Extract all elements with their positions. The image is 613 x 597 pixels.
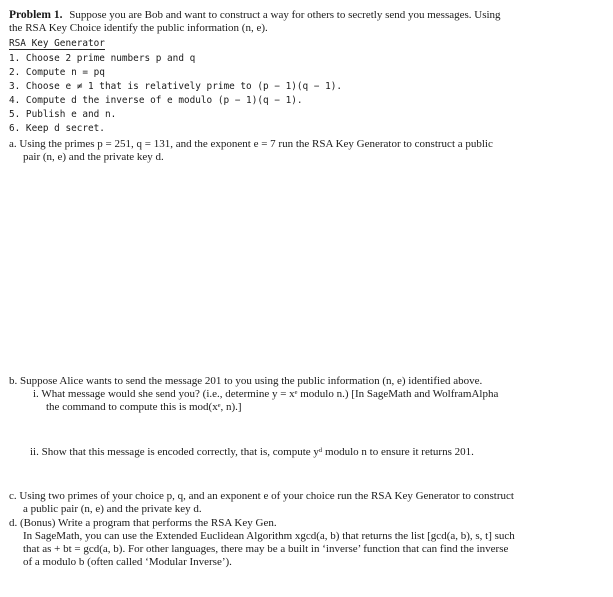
- part-a-line-2: pair (n, e) and the private key d.: [23, 151, 164, 163]
- keygen-step-3: 3. Choose e ≠ 1 that is relatively prime to (p − 1)(q − 1).: [9, 81, 343, 92]
- keygen-step-2: 2. Compute n = pq: [9, 67, 105, 78]
- part-a-line-1: a. Using the primes p = 251, q = 131, and the exponent e = 7 run the RSA Key Generator to construct a public: [9, 138, 493, 150]
- part-d-line-4: of a modulo b (often called ‘Modular Inverse’).: [23, 556, 232, 568]
- problem-intro-text-1: Suppose you are Bob and want to construct a way for others to secretly send you messages. Using: [69, 9, 501, 21]
- part-c-line-2: a public pair (n, e) and the private key d.: [23, 503, 202, 515]
- part-d-line-3: that as + bt = gcd(a, b). For other languages, there may be a built in ‘inverse’ function that can find the inverse: [23, 543, 509, 555]
- keygen-step-1: 1. Choose 2 prime numbers p and q: [9, 53, 196, 64]
- keygen-step-5: 5. Publish e and n.: [9, 109, 117, 120]
- part-d-line-2: In SageMath, you can use the Extended Euclidean Algorithm xgcd(a, b) that returns the list [gcd(a, b), s, t] such: [23, 530, 515, 542]
- problem-heading: Problem 1.: [9, 9, 63, 21]
- part-c-line-1: c. Using two primes of your choice p, q, and an exponent e of your choice run the RSA Key Generator to construct: [9, 490, 514, 502]
- part-b-i-line-1: i. What message would she send you? (i.e., determine y = xᵉ modulo n.) [In SageMath and WolframAlpha: [33, 388, 499, 400]
- keygen-title: RSA Key Generator: [9, 38, 105, 49]
- part-b-ii-line-1: ii. Show that this message is encoded correctly, that is, compute yᵈ modulo n to ensure it returns 201.: [30, 446, 474, 458]
- problem-intro-line-2: the RSA Key Choice identify the public information (n, e).: [9, 22, 268, 34]
- part-b-i-line-2: the command to compute this is mod(xᵉ, n).]: [46, 401, 242, 413]
- keygen-step-6: 6. Keep d secret.: [9, 123, 105, 134]
- part-b-line-1: b. Suppose Alice wants to send the message 201 to you using the public information (n, e) identified above.: [9, 375, 483, 387]
- part-d-line-1: d. (Bonus) Write a program that performs the RSA Key Gen.: [9, 517, 277, 529]
- keygen-step-4: 4. Compute d the inverse of e modulo (p − 1)(q − 1).: [9, 95, 303, 106]
- problem-intro-line-1: [9, 9, 501, 22]
